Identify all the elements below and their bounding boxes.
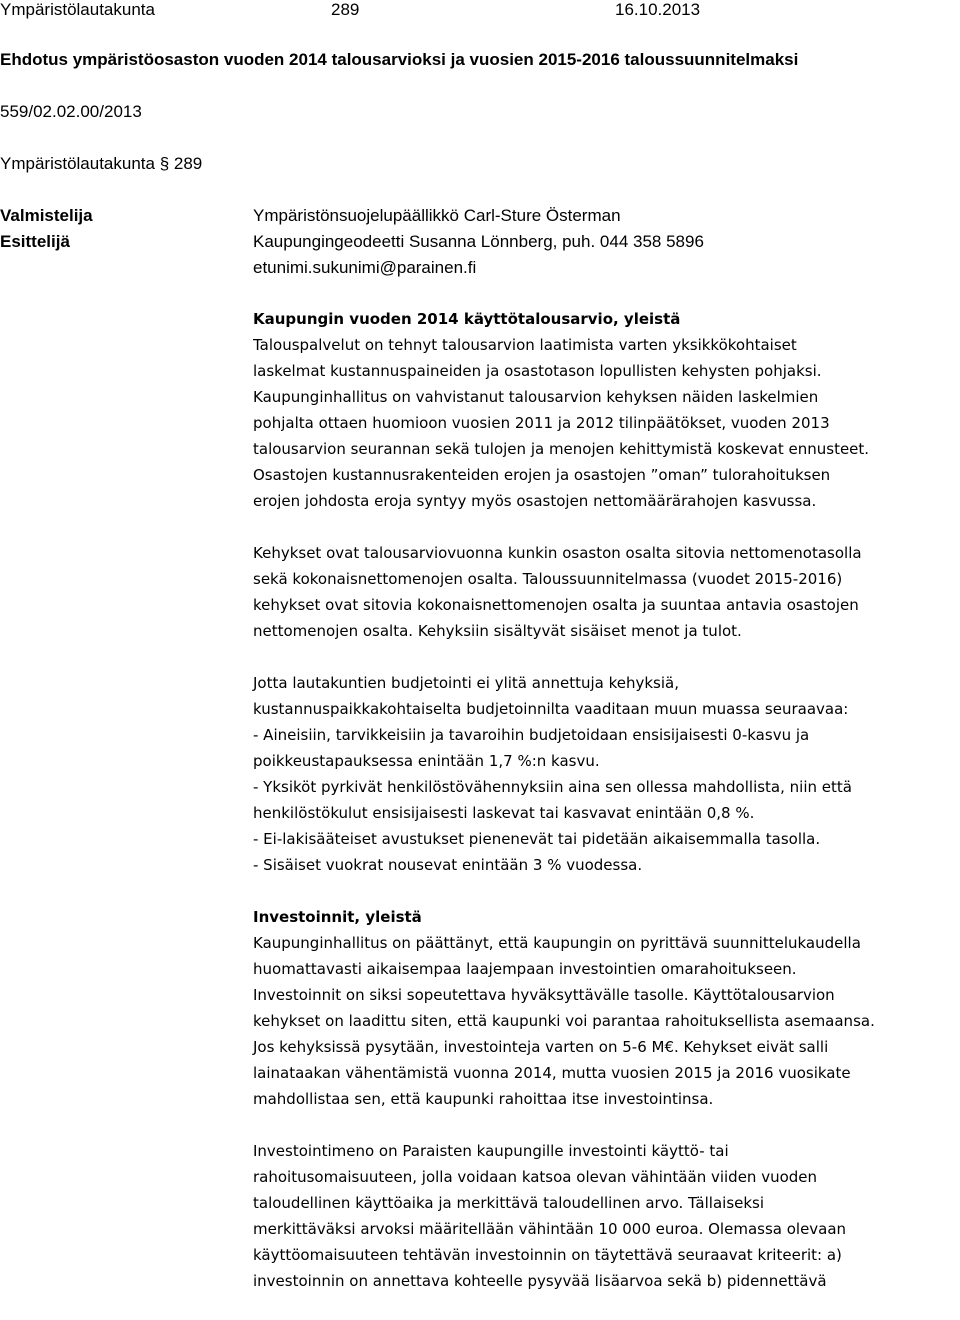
text-line: Kaupunginhallitus on päättänyt, että kaupungin on pyrittävä suunnittelukaudella bbox=[253, 934, 861, 952]
committee-section: Ympäristölautakunta § 289 bbox=[0, 154, 203, 173]
text-line: sekä kokonaisnettomenojen osalta. Taloussuunnitelmassa (vuodet 2015-2016) bbox=[253, 570, 843, 588]
text-line: Kaupunginhallitus on vahvistanut talousarvion kehyksen näiden laskelmien bbox=[253, 388, 819, 406]
text-line: käyttöomaisuuteen tehtävän investoinnin on täytettävä seuraavat kriteerit: a) bbox=[253, 1246, 842, 1264]
preparer-value: Ympäristönsuojelupäällikkö Carl-Sture Österman bbox=[253, 206, 621, 225]
text-line: poikkeustapauksessa enintään 1,7 %:n kasvu. bbox=[253, 752, 600, 770]
presenter-value: Kaupungingeodeetti Susanna Lönnberg, puh. 044 358 5896 bbox=[253, 232, 704, 251]
presenter-email: etunimi.sukunimi@parainen.fi bbox=[253, 258, 477, 277]
text-line: laskelmat kustannuspaineiden ja osastotason lopullisten kehysten pohjaksi. bbox=[253, 362, 822, 380]
text-line: - Aineisiin, tarvikkeisiin ja tavaroihin budjetoidaan ensisijaisesti 0-kasvu ja bbox=[253, 726, 810, 744]
text-line: Investoinnit on siksi sopeutettava hyväksyttävälle tasolle. Käyttötalousarvion bbox=[253, 986, 835, 1004]
section-budgeting-rules bbox=[253, 670, 958, 878]
section-number: 289 bbox=[331, 0, 360, 19]
text-line: Kehykset ovat talousarviovuonna kunkin osaston osalta sitovia nettomenotasolla bbox=[253, 544, 862, 562]
document-title: Ehdotus ympäristöosaston vuoden 2014 talousarvioksi ja vuosien 2015-2016 taloussuunnitelmaksi bbox=[0, 50, 799, 69]
committee-name: Ympäristölautakunta bbox=[0, 0, 155, 19]
text-line: Osastojen kustannusrakenteiden erojen ja osastojen ”oman” tulorahoituksen bbox=[253, 466, 831, 484]
text-line: Talouspalvelut on tehnyt talousarvion laatimista varten yksikkökohtaiset bbox=[253, 336, 797, 354]
text-line: mahdollistaa sen, että kaupunki rahoittaa itse investointinsa. bbox=[253, 1090, 714, 1108]
text-line: taloudellinen käyttöaika ja merkittävä taloudellinen arvo. Tällaiseksi bbox=[253, 1194, 765, 1212]
text-line: nettomenojen osalta. Kehyksiin sisältyvät sisäiset menot ja tulot. bbox=[253, 622, 742, 640]
text-line: rahoitusomaisuuteen, jolla voidaan katsoa olevan vähintään viiden vuoden bbox=[253, 1168, 818, 1186]
text-line: kehykset ovat sitovia kokonaisnettomenojen osalta ja suuntaa antavia osastojen bbox=[253, 596, 859, 614]
text-line: investoinnin on annettava kohteelle pysyvää lisäarvoa sekä b) pidennettävä bbox=[253, 1272, 827, 1290]
text-line: - Yksiköt pyrkivät henkilöstövähennyksiin aina sen ollessa mahdollista, niin että bbox=[253, 778, 852, 796]
text-line: Jos kehyksissä pysytään, investointeja varten on 5-6 M€. Kehykset eivät salli bbox=[253, 1038, 829, 1056]
text-line: - Ei-lakisääteiset avustukset pienenevät tai pidetään aikaisemmalla tasolla. bbox=[253, 830, 821, 848]
meeting-date: 16.10.2013 bbox=[615, 0, 701, 19]
text-line: Jotta lautakuntien budjetointi ei ylitä annettuja kehyksiä, bbox=[253, 674, 679, 692]
document-body bbox=[253, 306, 958, 1320]
text-line: merkittäväksi arvoksi määritellään vähintään 10 000 euroa. Olemassa olevaan bbox=[253, 1220, 847, 1238]
text-line: huomattavasti aikaisempaa laajempaan investointien omarahoitukseen. bbox=[253, 960, 797, 978]
record-number: 559/02.02.00/2013 bbox=[0, 102, 142, 121]
text-line: kehykset on laadittu siten, että kaupunki voi parantaa rahoituksellista asemaansa. bbox=[253, 1012, 875, 1030]
text-line: Investointimeno on Paraisten kaupungille investointi käyttö- tai bbox=[253, 1142, 729, 1160]
text-line: pohjalta ottaen huomioon vuosien 2011 ja 2012 tilinpäätökset, vuoden 2013 bbox=[253, 414, 830, 432]
text-line: erojen johdosta eroja syntyy myös osastojen nettomäärärahojen kasvussa. bbox=[253, 492, 817, 510]
section-title: Kaupungin vuoden 2014 käyttötalousarvio, yleistä bbox=[253, 310, 681, 328]
text-line: talousarvion seurannan sekä tulojen ja menojen kehittymistä koskevat ennusteet. bbox=[253, 440, 870, 458]
text-line: - Sisäiset vuokrat nousevat enintään 3 % vuodessa. bbox=[253, 856, 643, 874]
section-investments bbox=[253, 904, 958, 1112]
text-line: kustannuspaikkakohtaiselta budjetoinnilta vaaditaan muun muassa seuraavaa: bbox=[253, 700, 849, 718]
section-investment-definition bbox=[253, 1138, 958, 1294]
presenter-label: Esittelijä bbox=[0, 232, 70, 251]
text-line: henkilöstökulut ensisijaisesti laskevat tai kasvavat enintään 0,8 %. bbox=[253, 804, 755, 822]
section-title: Investoinnit, yleistä bbox=[253, 908, 422, 926]
preparer-label: Valmistelija bbox=[0, 206, 93, 225]
text-line: lainataakan vähentämistä vuonna 2014, mutta vuosien 2015 ja 2016 vuosikate bbox=[253, 1064, 851, 1082]
section-frames bbox=[253, 540, 958, 644]
section-operating-budget bbox=[253, 306, 958, 514]
